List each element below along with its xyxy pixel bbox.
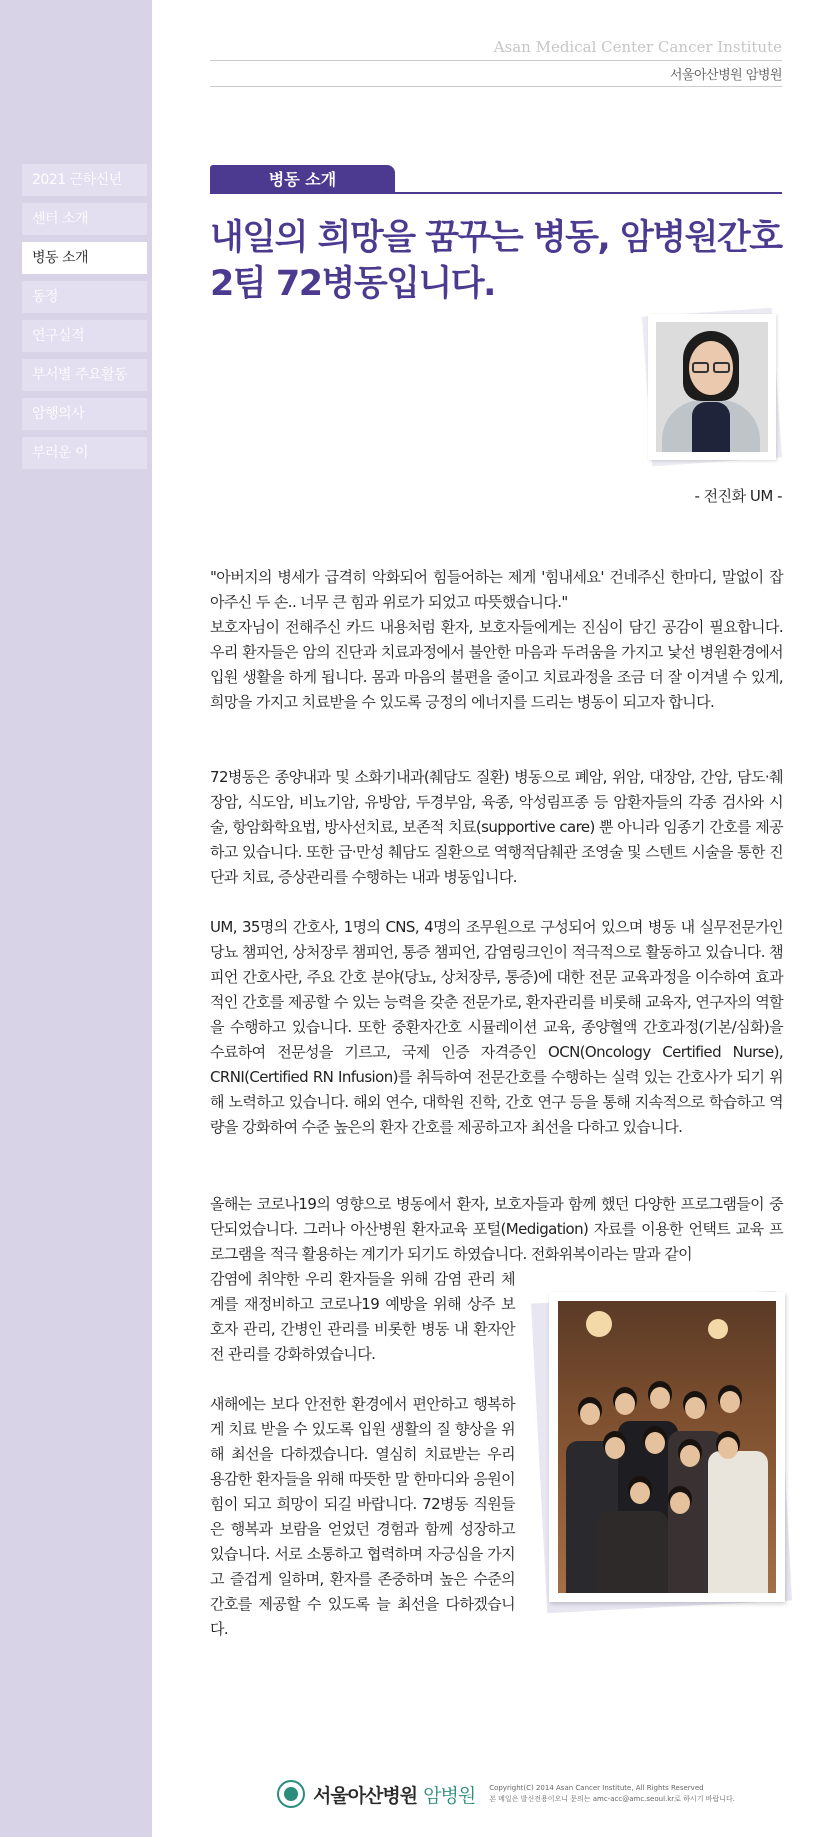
body-paragraph: 감염에 취약한 우리 환자들을 위해 감염 관리 체계를 재정비하고 코로나19 예방을 위해 상주 보호자 관리, 간병인 관리를 비롯한 병동 내 환자안전 관리를 강화하였습니다. — [210, 1270, 515, 1363]
portrait-caption: - 전진화 UM - — [694, 487, 782, 505]
section-tab: 병동 소개 — [210, 165, 395, 194]
sidebar-item-news[interactable]: 동정 — [22, 281, 147, 313]
footer-notice: 본 메일은 발신전용이오니 문의는 amc-acc@amc.seoul.kr로 하시기 바랍니다. — [489, 1795, 735, 1803]
sidebar-item-ward-intro[interactable]: 병동 소개 — [22, 242, 147, 274]
footer-logo-text: 서울아산병원 — [313, 1784, 418, 1807]
footer-copyright: Copyright(C) 2014 Asan Cancer Institute, All Rights Reserved — [489, 1784, 704, 1792]
header-divider — [210, 86, 782, 87]
header-korean-title: 서울아산병원 암병원 — [669, 68, 782, 83]
sidebar-item-research[interactable]: 연구실적 — [22, 320, 147, 352]
body-paragraph: 72병동은 종양내과 및 소화기내과(췌담도 질환) 병동으로 폐암, 위암, 대장암, 간암, 담도·췌장암, 식도암, 비뇨기암, 유방암, 두경부암, 육종, 악성림프종 등 암환자들의 각종 검사와 시술, 항암화학요법, 방사선치료, 보존적 치료(supportive care) 뿐 아니라 임종기 간호를 제공하고 있습니다. 또한 급·만성 췌담도 질환으로 역행적담췌관 조영술 및 스텐트 시술을 통한 진단과 치료, 증상관리를 수행하는 내과 병동입니다. — [210, 768, 783, 886]
section-divider — [210, 192, 782, 194]
header-english-title: Asan Medical Center Cancer Institute — [493, 38, 782, 56]
footer-logo-subtitle: 암병원 — [423, 1784, 476, 1807]
sidebar-item-new-year[interactable]: 2021 근하신년 — [22, 164, 147, 196]
footer-copyright-block — [489, 1783, 735, 1805]
page-title: 내일의 희망을 꿈꾸는 병동, 암병원간호2팀 72병동입니다. — [210, 218, 782, 304]
body-paragraph: 새해에는 보다 안전한 환경에서 편안하고 행복하게 치료 받을 수 있도록 입원 생활의 질 향상을 위해 최선을 다하겠습니다. 열심히 치료받는 우리 용감한 환자들을 위해 따뜻한 말 한마디와 응원이 힘이 되고 희망이 되길 바랍니다. 72병동 직원들은 행복과 보람을 얻었던 경험과 함께 성장하고 있습니다. 서로 소통하고 협력하며 자긍심을 가지고 즐겁게 일하며, 환자를 존중하며 높은 수준의 간호를 제공할 수 있도록 늘 최선을 다하겠습니다. — [210, 1395, 515, 1638]
sidebar-item-secret-doctor[interactable]: 암행의사 — [22, 398, 147, 430]
sidebar-item-center-intro[interactable]: 센터 소개 — [22, 203, 147, 235]
body-paragraph: "아버지의 병세가 급격히 악화되어 힘들어하는 제게 '힘내세요' 건네주신 한마디, 말없이 잡아주신 두 손.. 너무 큰 힘과 위로가 되었고 따뜻했습니다." 보호자님이 전해주신 카드 내용처럼 환자, 보호자들에게는 진심이 담긴 공감이 필요합니다. 우리 환자들은 암의 진단과 치료과정에서 불안한 마음과 두려움을 가지고 낯선 병원환경에서 입원 생활을 하게 됩니다. 몸과 마음의 불편을 줄이고 치료과정을 조금 더 잘 이겨낼 수 있게, 희망을 가지고 치료받을 수 있도록 긍정의 에너지를 드리는 병동이 되고자 합니다. — [210, 568, 783, 711]
group-photo — [549, 1292, 785, 1602]
header-divider — [210, 60, 782, 61]
footer — [277, 1780, 735, 1808]
sidebar-item-envied-one[interactable]: 부러운 이 — [22, 437, 147, 469]
hospital-logo-icon — [277, 1780, 305, 1808]
body-paragraph: 올해는 코로나19의 영향으로 병동에서 환자, 보호자들과 함께 했던 다양한 프로그램들이 중단되었습니다. 그러나 아산병원 환자교육 포털(Medigation) 자료를 이용한 언택트 교육 프로그램을 적극 활용하는 계기가 되기도 하였습니다. 전화위복이라는 말과 같이 — [210, 1195, 783, 1263]
sidebar — [0, 0, 152, 1837]
body-paragraph: UM, 35명의 간호사, 1명의 CNS, 4명의 조무원으로 구성되어 있으며 병동 내 실무전문가인 당뇨 챔피언, 상처장루 챔피언, 통증 챔피언, 감염링크인이 적극적으로 활동하고 있습니다. 챔피언 간호사란, 주요 간호 분야(당뇨, 상처장루, 통증)에 대한 전문 교육과정을 이수하여 효과적인 간호를 제공할 수 있는 능력을 갖춘 전문가로, 환자관리를 비롯해 교육자, 연구자의 역할을 수행하고 있습니다. 또한 중환자간호 시뮬레이션 교육, 종양혈액 간호과정(기본/심화)을 수료하여 전문성을 기르고, 국제 인증 자격증인 OCN(Oncology Certified Nurse), CRNI(Certified RN Infusion)를 취득하여 전문간호를 수행하는 실력 있는 간호사가 되기 위해 노력하고 있습니다. 해외 연수, 대학원 진학, 간호 연구 등을 통해 지속적으로 학습하고 역량을 강화하여 수준 높은의 환자 간호를 제공하고자 최선을 다하고 있습니다. — [210, 918, 783, 1136]
sidebar-item-department-activities[interactable]: 부서별 주요활동 — [22, 359, 147, 391]
portrait-photo — [648, 314, 776, 460]
sidebar-nav — [22, 164, 147, 476]
